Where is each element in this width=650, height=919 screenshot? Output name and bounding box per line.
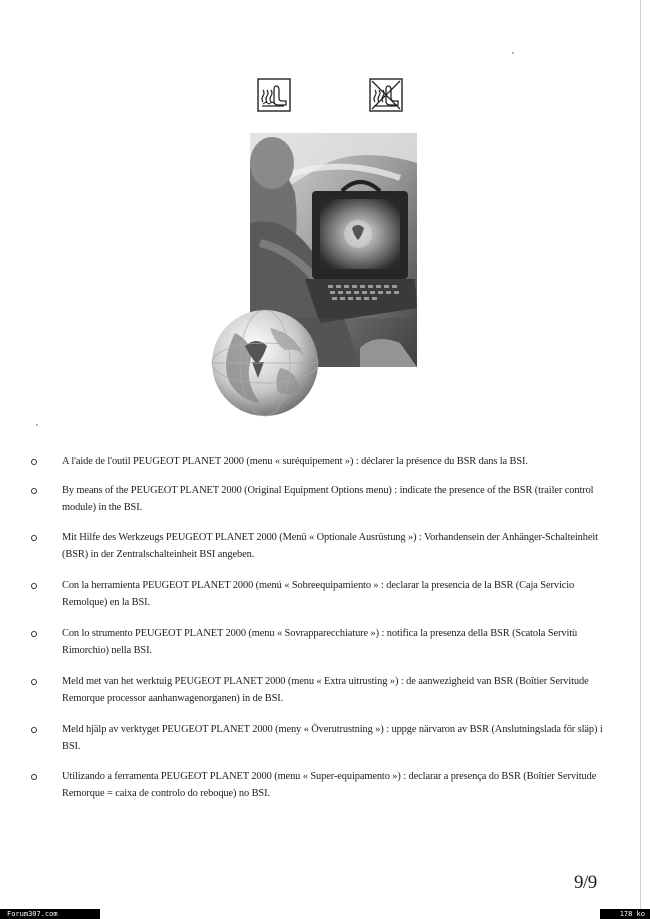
list-bullet	[31, 488, 37, 494]
list-item-en: By means of the PEUGEOT PLANET 2000 (Original Equipment Options menu) : indicate the presence of the BSR (trailer control module) in the BSI.	[62, 485, 594, 513]
list-bullet	[31, 727, 37, 733]
page-edge	[640, 0, 641, 909]
list-item-es: Con la herramienta PEUGEOT PLANET 2000 (menú « Sobreequipamiento » : declarar la presencia de la BSR (Caja Servicio Remolque) en la BSI.	[62, 580, 575, 608]
footer-bar	[0, 909, 650, 919]
list-bullet	[31, 774, 37, 780]
list-item-nl: Meld met van het werktuig PEUGEOT PLANET 2000 (menu « Extra uitrusting ») : de aanwezigheid van BSR (Boîtier Servitude Remorque processor aanhanwagenorganen) in de BSI.	[62, 676, 589, 704]
seat-heating-off-icon	[369, 78, 403, 112]
scan-speck	[36, 424, 38, 426]
list-item-fr: A l'aide de l'outil PEUGEOT PLANET 2000 (menu « suréquipement ») : déclarer la présence du BSR dans la BSI.	[62, 456, 528, 467]
list-item-it: Con lo strumento PEUGEOT PLANET 2000 (menu « Sovrapparecchiature ») : notifica la presenza della BSR (Scatola Servitù Rimorchio) nella BSI.	[62, 628, 578, 656]
list-item-sv: Meld hjälp av verktyget PEUGEOT PLANET 2000 (meny « Överutrustning ») : uppge närvaron av BSR (Anslutningslada för släp) i BSI.	[62, 724, 603, 752]
scan-speck	[512, 52, 514, 54]
list-bullet	[31, 459, 37, 465]
page-number: 9/9	[574, 872, 597, 893]
list-bullet	[31, 631, 37, 637]
list-bullet	[31, 535, 37, 541]
footer-file-size: 178 ko	[600, 909, 650, 919]
peugeot-globe-logo	[210, 308, 320, 418]
seat-heating-icon	[257, 78, 291, 112]
list-item-de: Mit Hilfe des Werkzeugs PEUGEOT PLANET 2000 (Menü « Optionale Ausrüstung ») : Vorhandensein der Anhänger-Schalteinheit (BSR) in der Zentralschalteinheit BSI angeben.	[62, 532, 598, 560]
list-bullet	[31, 679, 37, 685]
footer-site-label[interactable]: Forum307.com	[0, 909, 100, 919]
list-item-pt: Utilizando a ferramenta PEUGEOT PLANET 2000 (menu « Super-equipamento ») : declarar a presença do BSR (Boîtier Servitude Remorque = caixa de controlo do reboque) no BSI.	[62, 771, 597, 799]
list-bullet	[31, 583, 37, 589]
